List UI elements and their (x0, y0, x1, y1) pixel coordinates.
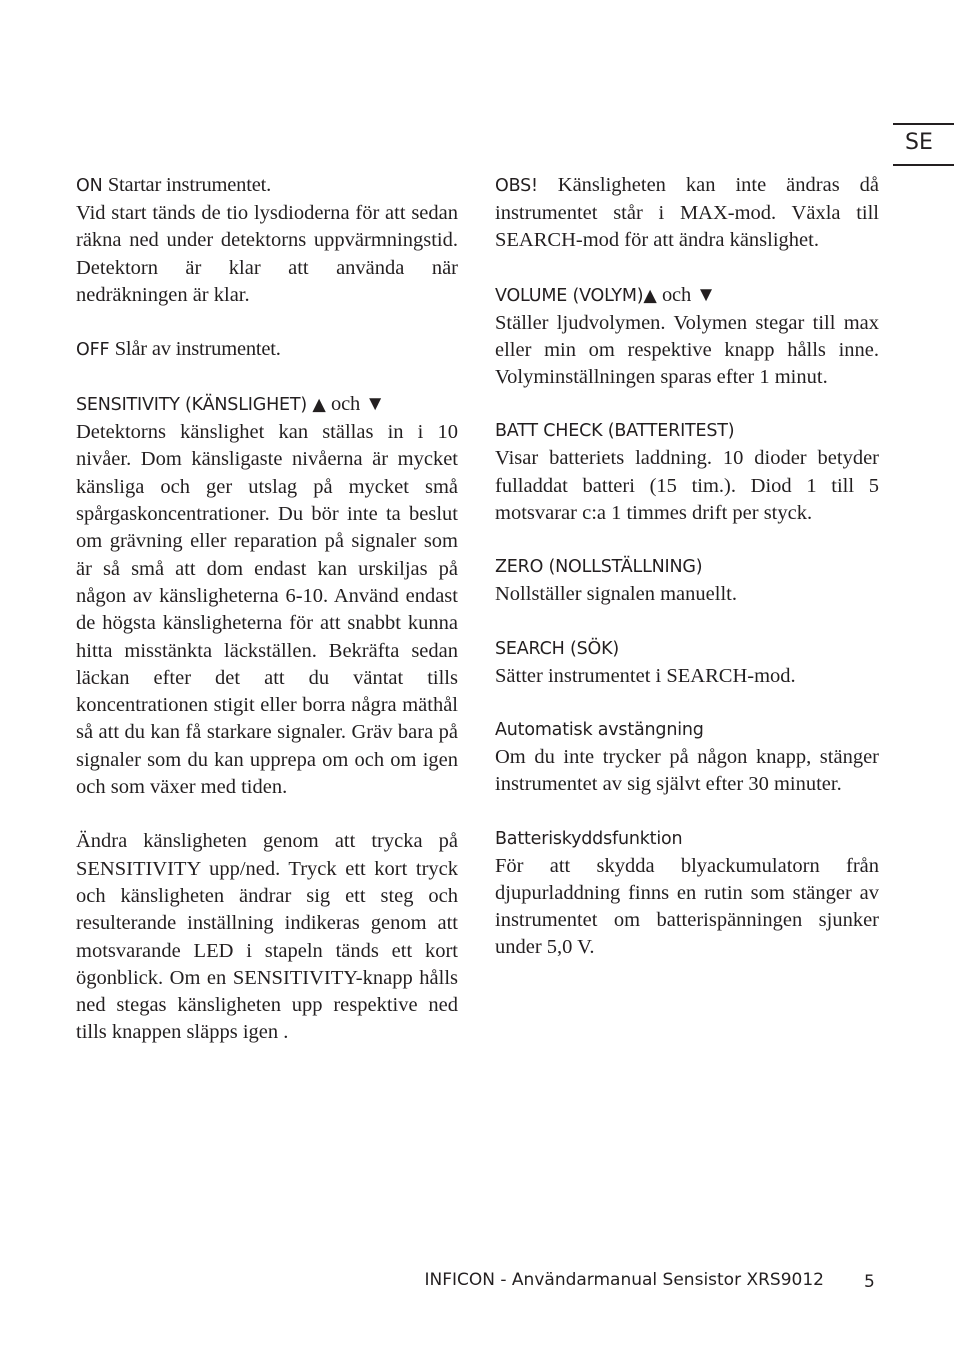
section-inline-text: Startar instrumentet. (107, 174, 272, 196)
language-code: SE (905, 130, 933, 155)
section-inline-text: Slår av instrumentet. (114, 338, 281, 361)
section-heading: BATT CHECK (BATTERITEST) (495, 421, 735, 442)
section-off (76, 336, 458, 364)
section-zero (495, 554, 879, 608)
section-body: För att skydda blyackumulatorn från djupurladdning finns en rutin som stänger av instrumentet om batterispänningen sjunker under 5,0 V. (495, 854, 879, 959)
section-heading-tail: och ▼ (662, 283, 717, 306)
section-heading: ON (76, 176, 103, 196)
section-batt-check (495, 418, 879, 527)
section-heading: Batteriskyddsfunktion (495, 828, 683, 849)
section-heading: VOLUME (VOLYM)▲ (495, 285, 657, 306)
section-heading-tail: och ▼ (331, 393, 386, 416)
page-number: 5 (864, 1272, 875, 1292)
section-heading: OBS! (495, 176, 538, 196)
section-body: Visar batteriets laddning. 10 dioder betyder fulladdat batteri (15 tim.). Diod 1 till 5 motsvarar c:a 1 timmes drift per styck. (495, 447, 879, 525)
section-on (76, 172, 458, 309)
section-body-2: Ändra känsligheten genom att trycka på SENSITIVITY upp/ned. Tryck ett kort tryck och känsligheten ändrar sig ett steg och resulterande inställning indikeras genom att motsvarande LED i stapeln tänds ett kort ögonblick. Om en SENSITIVITY-knapp hålls ned stegas känsligheten upp respektive ned tills knappen släpps igen . (76, 830, 458, 1044)
section-inline-text: Känsligheten kan inte ändras då instrumentet står i MAX-mod. Växla till SEARCH-mod för att ändra känslighet. (495, 174, 879, 252)
section-body: Om du inte trycker på någon knapp, stänger instrumentet av sig självt efter 30 minuter. (495, 745, 879, 796)
section-search (495, 636, 879, 690)
section-heading: Automatisk avstängning (495, 719, 704, 740)
section-obs (495, 172, 879, 255)
footer-title: INFICON - Användarmanual Sensistor XRS9012 (424, 1270, 824, 1290)
section-body: Sätter instrumentet i SEARCH-mod. (495, 664, 796, 687)
section-body: Ställer ljudvolymen. Volymen stegar till max eller min om respektive knapp hålls inne. Volyminställningen sparas efter 1 minut. (495, 311, 879, 389)
section-body: Detektorns känslighet kan ställas in i 10 nivåer. Dom känsligaste nivåerna är mycket känsliga och ger utslag på mycket små spårgaskoncentrationer. Du bör inte ta beslut om grävning eller reparation på signaler som är så små att dom endast kan urskiljas på någon av känsligheterna 6-10. Använd endast de högsta känsligheterna för att snabbt kunna hitta misstänkta läckställen. Bekräfta sedan läckan efter det att du väntat tills koncentrationen stigit eller borra några mäthål så att du kan få starkare signaler. Gräv bara på signaler som du kan upprepa om och om igen och som växer med tiden. (76, 421, 458, 799)
section-heading: ZERO (NOLLSTÄLLNING) (495, 557, 703, 578)
section-heading: SENSITIVITY (KÄNSLIGHET) ▲ (76, 395, 326, 416)
section-volume (495, 282, 879, 392)
left-column (76, 172, 458, 1074)
section-body: Vid start tänds de tio lysdioderna för att sedan räkna ned under detektorns uppvärmningstid. Detektorn är klar att använda när nedräkningen är klar. (76, 202, 458, 306)
section-heading: OFF (76, 340, 110, 361)
section-body: Nollställer signalen manuellt. (495, 583, 737, 606)
section-auto-off (495, 717, 879, 799)
language-tab (893, 123, 954, 166)
section-heading: SEARCH (SÖK) (495, 638, 619, 659)
right-column (495, 172, 879, 989)
section-sensitivity (76, 391, 458, 1047)
section-battery-protect (495, 826, 879, 962)
